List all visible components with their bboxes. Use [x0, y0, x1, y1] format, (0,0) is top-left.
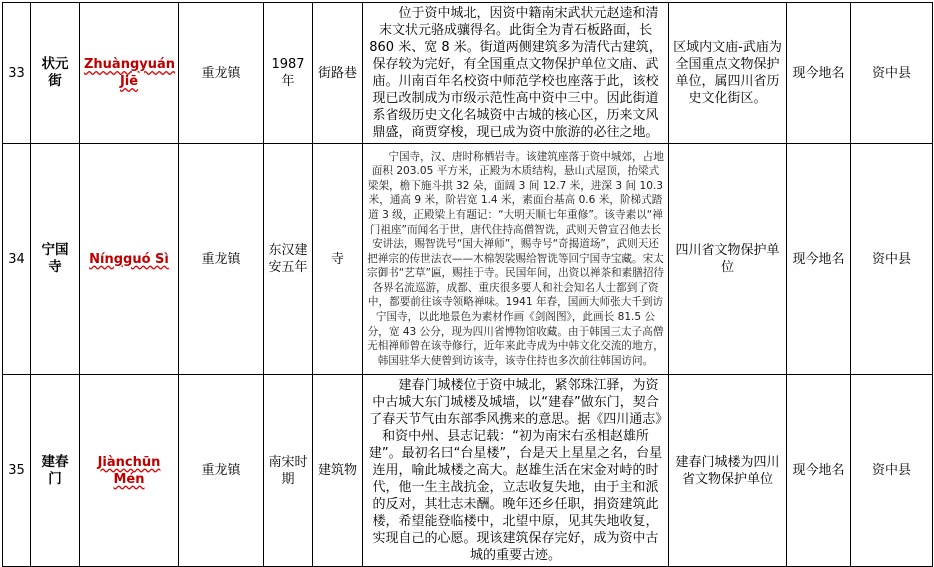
county: 资中县	[851, 375, 933, 567]
county: 资中县	[851, 144, 933, 375]
name-status: 现今地名	[787, 144, 851, 375]
table-row	[3, 144, 933, 375]
pinyin: Níngguó Sì	[89, 251, 169, 267]
place-name: 宁国寺	[31, 144, 80, 375]
place-name: 建春门	[31, 375, 80, 567]
row-number: 35	[3, 375, 31, 567]
category: 寺	[313, 144, 363, 375]
pinyin-cell	[80, 3, 179, 144]
category: 街路巷	[313, 3, 363, 144]
description: 位于资中城北，因资中籍南宋武状元赵逵和清末文状元骆成骧得名。此街全为青石板路面，长 860 米、宽 8 米。街道两侧建筑多为清代古建筑，保存较为完好，有全国重点文物保护单位文庙、武庙。川南百年名校资中师范学校也座落于此，该校现已改制成为市级示范性高中资中三中。因此街道系省级历史文化名城资中古城的核心区，历来文风鼎盛，商贾穿梭，现已成为资中旅游的必往之地。	[369, 6, 662, 140]
table-row	[3, 3, 933, 144]
name-status: 现今地名	[787, 375, 851, 567]
row-number: 33	[3, 3, 31, 144]
protection-level: 四川省文物保护单位	[669, 144, 787, 375]
table-row	[3, 375, 933, 567]
town: 重龙镇	[179, 3, 264, 144]
protection-level: 区域内文庙-武庙为全国重点文物保护单位，属四川省历史文化街区。	[669, 3, 787, 144]
category: 建筑物	[313, 375, 363, 567]
place-name-table	[2, 2, 933, 567]
era: 1987年	[264, 3, 313, 144]
county: 资中县	[851, 3, 933, 144]
description: 建春门城楼位于资中城北，紧邻珠江驿，为资中古城大东门城楼及城墙，以“建春”做东门，契合了春天节气由东部季风携来的意思。据《四川通志》和资中州、县志记载：“初为南宋右丞相赵雄所建”。最初名曰“台星楼”，台是天上星星之名，台星连用，喻此城楼之高大。赵雄生活在宋金对峙的时代，他一生主战抗金，立志收复失地，由于主和派的反对，其壮志未酬。晚年还乡任职，捐资建筑此楼，希望能登临楼中，北望中原，见其失地收复，实现自己的心愿。现该建筑保存完好，成为资中古城的重要古迹。	[368, 378, 663, 563]
description-cell	[363, 375, 669, 567]
place-name: 状元街	[31, 3, 80, 144]
pinyin-cell	[80, 144, 179, 375]
pinyin: Jiànchūn Mén	[97, 454, 161, 487]
description: 宁国寺，汉、唐时称栖岩寺。该建筑座落于资中城郊，占地面积 203.05 平方米，正殿为木质结构，悬山式屋顶，抬梁式梁架，檐下施斗拱 32 朵，面阔 3 间 12.7 米，进深 3 间 10.3 米，通高 9 米，阶岩宽 1.4 米，素面台基高 0.6 米，阶梯式踏道 3 级，正殿梁上有题记：“大明天顺七年重修”。该寺素以“禅门祖座”而闻名于世，唐代住持高僧智诜，武则天曾宣召他去长安讲法，赐智诜号“国大禅师”，赐寺号“奇揭道场”，武则天还把禅宗的传世法衣——木棉袈裟赐给智诜等回宁国寺宝藏。宋太宗御书“艺草”匾，赐挂于寺。民国年间，出资以禅茶和素膳招待各界名流巡游，成都、重庆很多要人和社会知名人士都到了资中，都要前往该寺领略禅味。1941 年春，国画大师张大千到访宁国寺，以此地景色为素材作画《剑阁图》，此画长 81.5 公分，宽 43 公分，现为四川省博物馆收藏。由于韩国三太子高僧无相禅师曾在该寺修行，近年来此寺成为中韩文化交流的地方，韩国驻华大使曾到访该寺，该寺住持也多次前往韩国访问。	[367, 150, 665, 367]
description-cell	[363, 3, 669, 144]
name-status: 现今地名	[787, 3, 851, 144]
era: 东汉建安五年	[264, 144, 313, 375]
pinyin: Zhuàngyuán Jiē	[84, 57, 176, 89]
description-cell	[363, 144, 669, 375]
town: 重龙镇	[179, 144, 264, 375]
pinyin-cell	[80, 375, 179, 567]
town: 重龙镇	[179, 375, 264, 567]
era: 南宋时期	[264, 375, 313, 567]
row-number: 34	[3, 144, 31, 375]
protection-level: 建春门城楼为四川省文物保护单位	[669, 375, 787, 567]
